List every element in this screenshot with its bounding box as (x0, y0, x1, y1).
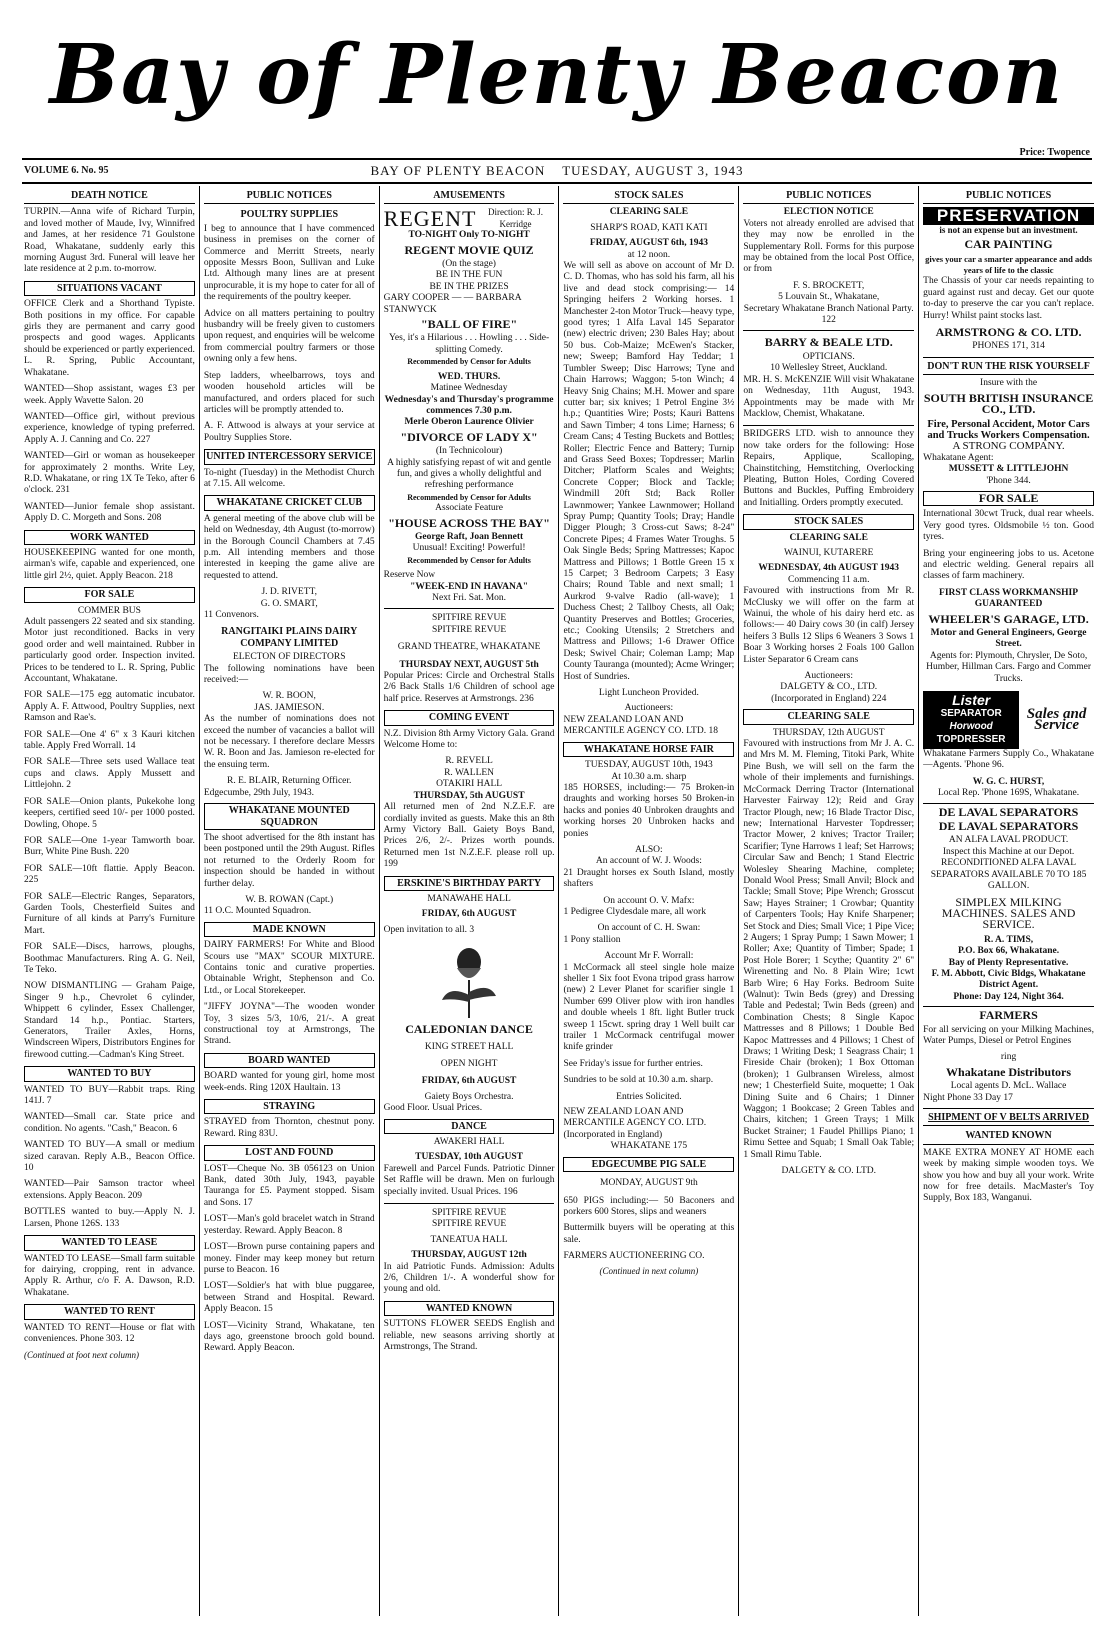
made-known-ad: DAIRY FARMERS! For White and Blood Scours use "MAX" SCOUR MIXTURE. Contains tonic and curative properties. Obtainable Wright, Stephenson and Co. Ltd., or Local Storekeeper. (203, 940, 375, 996)
distributors: Whakatane Distributors (946, 1064, 1072, 1079)
lost-ad: LOST—Man's gold bracelet watch in Strand yesterday. Reward. Apply Beacon. 8 (203, 1214, 375, 1236)
honoree: R. WALLEN (444, 767, 495, 778)
for-sale-ad: FOR SALE—Three sets used Wallace teat cups and claws. Apply Mussett and Littlejohn. 2 (24, 757, 195, 791)
open-night: OPEN NIGHT (440, 1058, 498, 1069)
film-title: "BALL OF FIRE" (420, 317, 518, 332)
sale-text: 1 McCormack all steel single hole maize sheller 1 Six foot Evona tripod grass harrow (new) 2 Lever Planet for scarifier single 1 Number 699 Oliver plow with iron handles and double wheels 1 8ft. light Butler truck sweep 1 15cwt. spring dray 1 Well built car trailer 1 McCormack centrifugal mower knife grinder (563, 962, 735, 1053)
agent-phone: 'Phone 344. (986, 475, 1031, 486)
lister-ad (923, 691, 1094, 749)
lost-ad: LOST—Brown purse containing papers and money. Finder may keep money but return purse to Beacon. 16 (203, 1242, 375, 1275)
wanted-ad: WANTED TO BUY—Rabbit traps. Ring 141J. 7 (24, 1084, 195, 1107)
intercessory-heading: UNITED INTERCESSORY SERVICE (204, 449, 375, 464)
sale-text: 185 HORSES, including:— 75 Broken-in draughts and working horses 50 Broken-in hacks and ponies 40 Unbroken draughts and working horses 20 Unbroken hacks and ponies (563, 782, 735, 839)
de-laval: DE LAVAL SEPARATORS (923, 803, 1094, 818)
rent-ad: WANTED TO RENT—House or flat with conveniences. Phone 303. 12 (24, 1322, 195, 1344)
sale-date: MONDAY, AUGUST 9th (600, 1178, 698, 1189)
signature: F. S. BROCKETT, (793, 280, 865, 291)
work-wanted-heading: WORK WANTED (24, 530, 195, 545)
sale-text: 1 Pedigree Clydesdale mare, all work (563, 906, 706, 917)
lost-ad: LOST—Cheque No. 3B 056123 on Union Bank, dated 30th July, 1943, payable Tauranga for £5. Payment stopped. Sisam and Sons. 17 (203, 1163, 375, 1208)
poultry-text: A. F. Attwood is always at your service at Poultry Supplies Store. (203, 421, 375, 443)
wanted-ad: WANTED TO BUY—A small or medium sized caravan. Reply A.B., Beacon Office. 10 (24, 1140, 195, 1174)
abbott-phone: Phone: Day 124, Night 364. (953, 991, 1064, 1002)
horwood-topdresser: TOPDRESSER (936, 734, 1006, 746)
signature: R. E. BLAIR, Returning Officer. (227, 776, 352, 787)
cast: GARY COOPER — — BARBARA STANWYCK (383, 293, 522, 315)
lost-ad: LOST—Soldier's hat with blue puggaree, between Strand and Hospital. Reward. Apply Beacon. 15 (203, 1281, 375, 1315)
tims-box: P.O. Box 66, Whakatane. (958, 946, 1060, 957)
insurer: SOUTH BRITISH INSURANCE CO., LTD. (923, 390, 1094, 417)
insurance-lines: Fire, Personal Accident, Motor Cars and Trucks Workers Compensation. (927, 418, 1090, 441)
insurance-heading: DON'T RUN THE RISK YOURSELF (923, 357, 1094, 375)
dairy-text: As the number of nominations does not exceed the number of vacancies a ballot will not be necessary. I therefore declare Messrs W. R. Boon and Jas. Jamieson re-elected for the ensuing term. (203, 714, 375, 770)
sale-date: FRIDAY, AUGUST 6th, 1943 (589, 238, 708, 249)
strong-company: A STRONG COMPANY. (952, 440, 1065, 453)
alfa-laval: AN ALFA LAVAL PRODUCT. (948, 835, 1069, 846)
reconditioned: RECONDITIONED ALFA LAVAL SEPARATORS AVAILABLE 70 TO 185 GALLON. (930, 858, 1087, 892)
sale-text: Buttermilk buyers will be operating at this sale. (563, 1223, 735, 1245)
lister-text: Whakatane Farmers Supply Co., Whakatane—Agents. 'Phone 96. (923, 749, 1094, 771)
hall: OTAKIRI HALL (436, 779, 503, 790)
for-sale-ad: FOR SALE—175 egg automatic incubator. Apply A. F. Attwood, Poultry Supplies, next Ramson and Rae's. (24, 690, 195, 724)
auctioneer: DALGETY & CO., LTD. (780, 682, 878, 693)
signature: G. O. SMART, (260, 598, 318, 609)
sale-text: 650 PIGS including:— 50 Baconers and porkers 600 Stores, slips and weaners (563, 1195, 735, 1217)
event-text: N.Z. Division 8th Army Victory Gala. Grand Welcome Home to: (383, 728, 555, 751)
horse-fair-heading: WHAKATANE HORSE FAIR (563, 742, 734, 757)
dance-text: Farewell and Parcel Funds. Patriotic Dinner Set Raffle will be drawn. Men on furlough specially invited. Usual Prices. 196 (383, 1163, 555, 1197)
phones: Night Phone 33 Day 17 (923, 1092, 1013, 1103)
masthead (0, 0, 1114, 155)
spitfire-heading: SPITFIRE REVUE (431, 613, 507, 624)
film-desc: Yes, it's a Hilarious . . . Howling . . . Side-splitting Comedy. (389, 333, 550, 355)
for-sale-ad: FOR SALE—One 4' 6" x 3 Kauri kitchen table. Apply Fred Worrall. 14 (24, 729, 195, 752)
sale-place: WAINUI, KUTARERE (783, 547, 874, 558)
lost-found-heading: LOST AND FOUND (204, 1145, 375, 1160)
column-2 (200, 186, 380, 1616)
dairy-date: Edgecumbe, 29th July, 1943. (203, 787, 315, 798)
caledonian-heading: CALEDONIAN DANCE (405, 1022, 533, 1037)
volume-number: VOLUME 6. No. 95 (24, 165, 109, 176)
election-heading: ELECTION NOTICE (783, 207, 874, 218)
intercessory-text: To-night (Tuesday) in the Methodist Church at 7.15. All welcome. (203, 467, 375, 489)
work-wanted-ad: HOUSEKEEPING wanted for one month, airman's wife, capable and experienced, one little girl 2½, quiet. Apply Beacon. 218 (24, 547, 195, 581)
sale-text: See Friday's issue for further entries. (563, 1058, 703, 1069)
entries: Entries Solicited. (616, 1091, 682, 1102)
dateline (22, 147, 1092, 184)
agent-name: MUSSETT & LITTLEJOHN (948, 464, 1069, 475)
wanted-known-ad: SUTTONS FLOWER SEEDS English and reliable, new seasons arriving shortly at Armstrongs, The Strand. (383, 1319, 555, 1353)
made-known-heading: MADE KNOWN (204, 922, 375, 937)
band: Gaiety Boys Orchestra. (424, 1091, 514, 1102)
event-date: TUESDAY, 10th AUGUST (415, 1152, 523, 1163)
pig-sale-heading: EDGECUMBE PIG SALE (563, 1157, 734, 1172)
grand-theatre: GRAND THEATRE, WHAKATANE (397, 642, 541, 653)
spitfire-heading: SPITFIRE REVUE (431, 1208, 507, 1219)
columns (20, 186, 1098, 1616)
for-sale-ad: FOR SALE—Electric Ranges, Separators, Garden Tools, Chesterfield Suites and Furniture of all kinds at Parry's Furniture Mart. (24, 891, 195, 936)
sales-service: Sales and Service (1026, 705, 1087, 734)
film-days: Next Fri. Sat. Mon. (432, 593, 507, 603)
on-stage: (On the stage) (442, 259, 496, 270)
public-notices-heading: PUBLIC NOTICES (204, 190, 375, 204)
tims-rep: Bay of Plenty Representative. (948, 957, 1069, 968)
made-known-ad: "JIFFY JOYNA"—The wooden wonder Toy, 3 sizes 5/3, 10/6, 21/-. A great constructional toy at Armstrongs, The Strand. (203, 1002, 375, 1047)
event-date: FRIDAY, 6th AUGUST (421, 1076, 517, 1087)
poultry-heading: POULTRY SUPPLIES (240, 209, 339, 221)
lister-logo (923, 691, 1019, 749)
wanted-ad: BOTTLES wanted to buy.—Apply N. J. Larsen, Phone 126S. 133 (24, 1207, 195, 1229)
signature: Secretary Whakatane Branch National Party. 122 (743, 303, 914, 326)
also: ALSO: (635, 844, 663, 855)
nominee: JAS. JAMIESON. (254, 702, 325, 713)
film-desc: A highly satisfying repast of wit and gentle fun, and gives a wholly delightful and refreshing performance (387, 457, 551, 491)
situation-ad: OFFICE Clerk and a Shorthand Typiste. Both positions in my office. For capable girls they are permanent and carry good prospects and good wages. Applicants should be experienced or partly experienced. L. R. Spring, Public Accountant, Whakatane. (24, 299, 195, 378)
film-title: "DIVORCE OF LADY X" (400, 429, 538, 444)
erskine-heading: ERSKINE'S BIRTHDAY PARTY (384, 876, 555, 891)
film-title: "HOUSE ACROSS THE BAY" (388, 515, 550, 530)
regent-direction: Direction: R. J. Kerridge (487, 207, 543, 229)
reserve: Reserve Now (383, 570, 436, 581)
auctioneers-label: Auctioneers: (804, 671, 853, 682)
signature: 5 Louvain St., Whakatane, (778, 292, 880, 303)
cricket-text: A general meeting of the above club will be held on Wednesday, 4th August (to-morrow) in the Borough Council Chambers at 7.45 p.m. All intending members and those interested in keeping the game alive are requested to attend. (203, 513, 375, 581)
dairy-text: The following nominations have been received:— (203, 663, 375, 686)
insure-with: Insure with the (980, 378, 1038, 389)
continued-note: (Continued in next column) (599, 1265, 699, 1276)
sale-text: Favoured with instructions from Mr R. McClusky we will offer on the farm at Wainui, the whole of his dairy herd etc. as follows:— 40 Dairy cows 30 (in calf) Jersey heifers 3 Bulls 12 Slips 6 Weaners 3 Sows 1 Boar 3 Working horses 2 Foals 100 Gallon Lister Separator 6 Cream cans (743, 586, 915, 665)
lister-name: Lister (952, 692, 991, 709)
auctioneer: FARMERS AUCTIONEERING CO. (563, 1251, 705, 1262)
nominee: W. R. BOON, (262, 691, 316, 702)
public-notices-heading: PUBLIC NOTICES (743, 190, 914, 204)
local-agents: Local agents D. McL. Wallace (950, 1081, 1067, 1092)
clearing-sale-heading: CLEARING SALE (609, 207, 689, 218)
simplex: SIMPLEX MILKING MACHINES. SALES AND SERVICE. (941, 894, 1076, 932)
sale-text: Favoured with instructions from Mr J. A. C. and Mrs M. M. Fleming, Titoki Park, White Pine Bush, we will sell on the farm the whole of their implements and furnishings. McCormack Derring Tractor (International Harvester Fairway 12); Reid and Gray Tractor Plough, new; 16 Blade Tractor Disc, new; International Harvester Topdresser; Tractor Mower, 2 knives; Tractor Trailer; Scarifier; Tyne Harrows 1 leaf; Set Harrows; Circular Saw and Bench; 1 Stand Electric Wolesley Shearing Machine, complete; Donald Wool Press; Small Anvil; Block and Tackle; Small Stove; Pipe Wrench; Grosscut Saw; Hayes Strainer; 1 Crowbar; Quantity of Carpenters Tools; Hay Knife Sharpener; Set Stock and Dies; Small Vice; 1 Pipe Vice; 2 Augers; 1 Spray Pump; 1 Sawn Mower; 1 Roller; Axe; Quantity of Timber; Spade; 1 Post Hole Borer; 1 Scythe; Quantity 2" 6" Wirenetting and No. 8 Plain Wire; 1cwt Barb Wire; 6 Hay Forks. Bedroom Suite (Walnut): Twin Beds (grey) and Dressing Table and Pedestal; Twin Beds (green) and Combination Chests; 8 Single Kapoc Mattresses and 8 Pillows; 1 Double Bed Kapoc Mattresses and 4 Pillows; 1 Chest of Draws; 1 Writing Desk; 1 Seagrass Chair; 1 Fireside Chair (broken); 1 Box Ottoman (broken); 1 Gulbransen Wireless, almost new; 1 Chesterfield Suite, moquette; 1 Oak Dining Suite and 6 Chairs; 1 Dinner Waggon; 1 Bookcase; 2 Green Tables and Chairs, kitchen; 1 Green Trays; 1 Milk Bucket Strainer; 1 Faudel Phillips Piano; 1 Rimu Settee and Squab; 1 Small Oak Table; 1 Small Rimu Table. (743, 739, 915, 1160)
wanted-to-buy-heading: WANTED TO BUY (24, 1066, 195, 1081)
film-desc: Unusual! Exciting! Powerful! (412, 543, 526, 554)
squadron-text: The shoot advertised for the 8th instant has been postponed until the 29th August. Rifles not returned to the Orderly Room for inspection should be handed in without further delay. (203, 832, 375, 889)
for-sale-ad: FOR SALE—Onion plants, Pukekohe long keepers, certified seed 10/- per 1000 posted. Dowling, Ohope. 5 (24, 796, 195, 830)
car-text: The Chassis of your car needs repainting to guard against rust and decay. Get our quote to-day to preserve the car you can't replace. Hurry! Whilst paint stocks last. (923, 276, 1094, 321)
car-painting-sub: gives your car a smarter appearance and adds years of life to the classic (925, 253, 1093, 276)
column-4 (559, 186, 739, 1616)
death-notice-heading: DEATH NOTICE (24, 190, 195, 204)
signature: J. D. RIVETT, (261, 587, 317, 598)
signature: 11 Convenors. (203, 610, 259, 620)
dairy-sub: ELECTON OF DIRECTORS (232, 652, 346, 663)
wanted-ad: WANTED—Small car. State price and condition. No agents. "Cash," Beacon. 6 (24, 1112, 195, 1134)
film-sub: (In Technicolour) (435, 446, 503, 457)
bridgers-ad (743, 425, 914, 509)
continued-note: (Continued at foot next column) (24, 1350, 139, 1361)
board-ad: BOARD wanted for young girl, home most week-ends. Ring 120X Haultain. 13 (203, 1071, 375, 1093)
event-text: In aid Patriotic Funds. Admission: Adults 2/6, Children 1/-. A wonderful show for young and old. (383, 1261, 555, 1295)
death-notice: TURPIN.—Anna wife of Richard Turpin, and loved mother of Maude, Ivy, Winnifred and James, at her residence 71 Goulstone Road, Whakatane, suddenly early this morning August 3rd. Funeral will leave her late residence at 2 p.m. to-morrow. (24, 207, 195, 275)
tonight: TO-NIGHT Only TO-NIGHT (408, 230, 530, 241)
wheelers-agents: Agents for: Plymouth, Chrysler, De Soto, Humber, Hillman Cars. Fargo and Commer Trucks. (926, 650, 1091, 684)
amusements-heading: AMUSEMENTS (384, 190, 555, 204)
wanted-to-lease-heading: WANTED TO LEASE (24, 1235, 195, 1250)
dateline-center (22, 163, 1092, 179)
column-6 (919, 186, 1098, 1616)
optician-ad (743, 330, 914, 420)
issue-date: TUESDAY, AUGUST 3, 1943 (562, 163, 744, 178)
clearing-sale-heading: CLEARING SALE (743, 709, 914, 724)
sale-text: 21 Draught horses ex South Island, mostly shafters (563, 867, 735, 890)
preservation-banner: PRESERVATION (923, 207, 1094, 224)
account: An account of W. J. Woods: (595, 856, 702, 867)
for-sale-heading: FOR SALE (24, 587, 195, 602)
lost-ad: LOST—Vicinity Strand, Whakatane, ten days ago, greenstone brooch gold bound. Reward. Apply Beacon. (203, 1320, 375, 1354)
hurst: W. G. C. HURST, (972, 776, 1045, 787)
associate: Associate Feature (435, 503, 503, 514)
for-sale-ad: FOR SALE—10ft flattie. Apply Beacon. 225 (24, 863, 195, 886)
sale-text: Sundries to be sold at 10.30 a.m. sharp. (563, 1075, 714, 1086)
regent-ad (384, 207, 555, 230)
car-painting: CAR PAINTING (964, 237, 1053, 252)
sale-time: at 12 noon. (627, 249, 671, 260)
event-date: FRIDAY, 6th AUGUST (421, 909, 517, 920)
hall: KING STREET HALL (424, 1041, 514, 1052)
wed-thurs: WED. THURS. (437, 371, 501, 382)
account: On account of C. H. Swan: (597, 923, 701, 934)
de-laval: DE LAVAL SEPARATORS (938, 819, 1079, 834)
optician-name: BARRY & BEALE LTD. (764, 335, 893, 350)
for-sale-ad: FOR SALE—Discs, harrows, ploughs, Boothmac Manufacturers. Ring A. G. Neil, Te Teko. (24, 942, 195, 975)
wheelers-sub: Motor and General Engineers, George Street. (930, 628, 1087, 650)
event-date: THURSDAY, AUGUST 12th (411, 1250, 527, 1261)
sale-date: WEDNESDAY, 4th AUGUST 1943 (758, 563, 900, 574)
sale-time: At 10.30 a.m. sharp (611, 771, 687, 782)
thistle-icon (434, 940, 504, 1020)
poultry-text: Step ladders, wheelbarrows, toys and wooden household articles will be manufactured, and orders placed for such articles will be promptly attended to. (203, 370, 375, 415)
auctioneer: DALGETY & CO. LTD. (781, 1166, 876, 1177)
honoree: R. REVELL (445, 756, 493, 767)
straying-ad: STRAYED from Thornton, chestnut pony. Reward. Ring 83U. (203, 1117, 375, 1139)
board-wanted-heading: BOARD WANTED (204, 1053, 375, 1068)
shipment: SHIPMENT OF V BELTS ARRIVED (923, 1108, 1094, 1126)
cricket-heading: WHAKATANE CRICKET CLUB (204, 495, 375, 510)
cast: George Raft, Joan Bennett (414, 531, 524, 542)
prices: Popular Prices: Circle and Orchestral Stalls 2/6 Back Stalls 1/6 Children of school age half price. Reserves at Armstrongs. 236 (383, 671, 555, 704)
wheelers-garage: WHEELER'S GARAGE, LTD. (928, 611, 1089, 626)
wanted-known-ad: MAKE EXTRA MONEY AT HOME each week by making simple wooden toys. We show you how and buy all your work. Write now for free details. MacMaster's Toy Supply, Box 183, Wanganui. (923, 1147, 1094, 1204)
for-sale-ad: Adult passengers 22 seated and six standing. Motor just reconditioned. Backs in very good order and well maintained. Rubber in particularly good order. Inspection invited. Prices to be tendered to L. R. Spring, Public Accountant, Whakatane. (24, 617, 195, 685)
wanted-known-heading: WANTED KNOWN (384, 1301, 555, 1316)
poultry-text: Advice on all matters pertaining to poultry husbandry will be freely given to customers upon request, and enquiries will be welcome from commercial poultry farmers or those owning only a few hens. (203, 308, 375, 365)
matinee: Matinee Wednesday (430, 383, 508, 394)
event-date: THURSDAY, 5th AUGUST (413, 790, 525, 801)
paper-name: BAY OF PLENTY BEACON (370, 163, 546, 178)
public-notices-heading: PUBLIC NOTICES (923, 190, 1094, 204)
invite: Open invitation to all. 3 (383, 924, 475, 935)
coming-event-heading: COMING EVENT (384, 710, 555, 725)
lunch: Light Luncheon Provided. (598, 688, 699, 699)
optician-text: MR. H. S. McKENZIE Will visit Whakatane on Wednesday, 11th August, 1943. Appointments may be made with Mr Macklow, Chemist, Whakatane. (743, 374, 915, 419)
for-sale-heading: FOR SALE (923, 491, 1094, 506)
farmers-heading: FARMERS (923, 1006, 1094, 1021)
price: Price: Twopence (1019, 147, 1090, 158)
preservation-sub: is not an expense but an investment. (939, 224, 1078, 235)
optician-addr: 10 Wellesley Street, Auckland. (770, 363, 888, 374)
masthead-title: Bay of Plenty Beacon (49, 27, 1065, 123)
tims: R. A. TIMS, (983, 934, 1034, 945)
engineering-text: Bring your engineering jobs to us. Acetone and electric welding. General repairs all classes of farm machinery. (923, 548, 1094, 582)
for-sale-ad: FOR SALE—One 1-year Tamworth boar. Burr, White Pine Bush. 220 (24, 835, 195, 858)
clearing-sale-heading: CLEARING SALE (789, 532, 868, 543)
situation-ad: WANTED—Shop assistant, wages £3 per week. Apply Wavette Salon. 20 (24, 384, 195, 406)
hurst-phone: Local Rep. 'Phone 169S, Whakatane. (938, 788, 1080, 799)
sale-text: 1 Pony stallion (563, 934, 621, 945)
sale-place: SHARP'S ROAD, KATI KATI (590, 222, 708, 233)
censor-note: Recommended by Censor for Adults (407, 555, 531, 565)
bus-heading: COMMER BUS (77, 605, 141, 616)
situation-ad: WANTED—Girl or woman as housekeeper for approximately 2 months. Write Ley, R.D. Whakatane, or ring 1X Te Teko, after 6 o'clock. 231 (24, 451, 195, 496)
prog-times: Wednesday's and Thursday's programme commences 7.30 p.m. (384, 394, 554, 416)
optician-sub: OPTICIANS. (802, 351, 855, 362)
column-3 (380, 186, 560, 1616)
abbott: F. M. Abbott, Civic Bldgs, Whakatane District Agent. (931, 968, 1086, 991)
film-title: "WEEK-END IN HAVANA" (410, 581, 529, 592)
account: On account O. V. Mafx: (603, 895, 695, 906)
spitfire-heading: SPITFIRE REVUE (431, 1219, 507, 1230)
spitfire-heading: SPITFIRE REVUE (431, 624, 507, 635)
armstrong-phone: PHONES 171, 314 (972, 341, 1045, 352)
for-sale-ad: International 30cwt Truck, dual rear wheels. Very good tyres. Oldsmobile ½ ton. Good tyres. (923, 509, 1094, 543)
auctioneer: NEW ZEALAND LOAN AND MERCANTILE AGENCY CO. LTD. (Incorporated in England) (563, 1107, 707, 1140)
sale-time: Commencing 11 a.m. (788, 574, 870, 585)
situations-vacant-heading: SITUATIONS VACANT (24, 281, 195, 296)
fun-line: BE IN THE FUN (435, 270, 503, 281)
stock-sales-heading: STOCK SALES (743, 514, 914, 529)
grand-date: THURSDAY NEXT, AUGUST 5th (399, 659, 539, 670)
auctioneer-place: WHAKATANE 175 (610, 1141, 688, 1152)
bridgers-text: BRIDGERS LTD. wish to announce they now take orders for the following: Hose Repairs, Applique, Scalloping, Chainstitching, Hemstitching, Overlocking Pleating, Button Holes, Cording Covered Buttons and Buckles, Puffing Embroidery and Initialling. Orders promptly executed. (743, 429, 915, 508)
fun-line: BE IN THE PRIZES (429, 281, 509, 292)
sale-date: THURSDAY, 12th AUGUST (772, 727, 885, 738)
situation-ad: WANTED—Office girl, without previous experience, knowledge of typing preferred. Apply A. J. Canning and Co. 227 (24, 411, 195, 445)
column-5 (739, 186, 919, 1616)
movie-quiz: REGENT MOVIE QUIZ (404, 242, 534, 257)
horwood-name: Horwood (949, 721, 993, 733)
wanted-known-heading: WANTED KNOWN (923, 1130, 1094, 1144)
signature: 11 O.C. Mounted Squadron. (203, 906, 312, 917)
signature: W. B. ROWAN (Capt.) (245, 894, 334, 905)
agent-label: Whakatane Agent: (923, 452, 994, 463)
hall: AWAKERI HALL (433, 1137, 505, 1147)
cast: Merle Oberon Laurence Olivier (404, 417, 534, 428)
squadron-heading: WHAKATANE MOUNTED SQUADRON (204, 803, 375, 830)
hall: TANEATUA HALL (430, 1234, 508, 1245)
straying-heading: STRAYING (204, 1099, 375, 1114)
auctioneer: NEW ZEALAND LOAN AND MERCANTILE AGENCY CO. LTD. 18 (563, 714, 718, 737)
account: Account Mr F. Worrall: (604, 951, 694, 962)
regent-title: REGENT (383, 206, 477, 232)
censor-note: Recommended by Censor for Adults (407, 357, 531, 367)
lease-ad: WANTED TO LEASE—Small farm suitable for dairying, cropping, rent in advance. Apply R. Arthur, c/o F. A. Dawson, R.D. Whakatane. (24, 1253, 195, 1298)
inspect: Inspect this Machine at our Depot. (942, 846, 1075, 857)
column-1 (20, 186, 200, 1616)
workmanship: FIRST CLASS WORKMANSHIP GUARANTEED (939, 587, 1079, 610)
dairy-heading: RANGITAIKI PLAINS DAIRY COMPANY LIMITED (221, 626, 358, 649)
election-text: Voters not already enrolled are advised that they may now be enrolled in the Supplementary Roll. Forms for this purpose may be obtained from the local Post Office, or from (743, 218, 915, 275)
dance-heading: DANCE (384, 1119, 555, 1134)
sale-date: TUESDAY, AUGUST 10th, 1943 (584, 760, 713, 771)
event-text: All returned men of 2nd N.Z.E.F. are cordially invited as guests. Make this an 8th Army Victory Ball. Gaiety Boys Band, Prices 2/6, 2/-. Prizes worth pounds. Returned men 1st N.Z.E.F. please roll up. 199 (383, 802, 555, 870)
wanted-to-rent-heading: WANTED TO RENT (24, 1304, 195, 1319)
for-sale-ad: NOW DISMANTLING — Graham Paige, Singer 9 h.p., Chevrolet 6 cylinder, Whippett 6 cylinder, Essex Challenger, Standard 14 h.p., Pontiac. Starters, Generators, Trailer Axles, Horns, Windscreen Wipers, Distributors Engines for firewood cutting.—Cadman's King Street. (24, 981, 195, 1060)
ring: ring (1000, 1052, 1017, 1063)
farmers-text: For all servicing on your Milking Machines, Water Pumps, Diesel or Petrol Engines (923, 1024, 1094, 1046)
lister-separator: SEPARATOR (940, 708, 1002, 720)
poultry-text: I beg to announce that I have commenced business in premises on the corner of Commerce and Merritt Streets, nearly opposite Messrs Boon, Sullivan and Luke Ltd. Although many lines are at present unprocurable, it is my hope to cater for all of the requirements of the poultry keeper. (203, 223, 375, 303)
wanted-ad: WANTED—Pair Samson tractor wheel extensions. Apply Beacon. 209 (24, 1179, 195, 1201)
armstrong: ARMSTRONG & CO. LTD. (935, 325, 1082, 340)
sale-text: We will sell as above on account of Mr D. C. D. Thomas, who has sold his farm, all his live and dead stock comprising:— 14 Springing heifers 2 Working horses. 1 Manchester 2-ton Motor Truck—heavy type, good tyres; 1 Alfa Laval 145 Separator (new) electric driven; 230 Bales Hay; about 50 bus. Cob-Maize; McEwen's Stacker, new; Sweep; Bamford Hay Teddar; 1 Tumbler Sweep; Disc Harrows; Tyne and Chain Harrows; Waggon; 5-ton Winch; 4 Heavy Snig Chains; M.H. Mower and spare cutter bar; six knives; 1 Petrol Engine 3½ h.p.; Quantities Wire; Posts; Kauri Battens and Sawn Timber; 4 tons Lime; Harness; 6 Cream Cans; 4 Testing Buckets and Bottles; Roller; Electric Fence and Battery; Turnip and Grass Seed Boxes; Topdresser; Marlin Ditcher; Platform Scales and Weights; Concrete Copper; Block and Tackle; Windmill 20ft Std; Back Roller Lawnmower; Yankee Lawnmower; Holland Spray Pump; Quantity Tools; Dray; Handle Digger Plough; 3 Cross-cut Saws; 8-24" Concrete Pipes; 4 Frames Water Troughs. 5 Oak Single Beds; Spring Mattresses; Kapoc Mattress and Pillows; 1 Bottle Green 15 x 15 Carpet; 3 Bedroom Carpets; 3 Easy Chairs; Round Table and next small; 1 Aurkrod 9-valve Radio (all-wave); 1 Duchess Chest; 2 Tallboy Chests, all Oak; Quantity Preserves and Bottles; Groceries, etc.; Cooking Utensils; 2 Stretchers and Mattress and Pillows; 1-6 Drawer Office Desk; Swivel Chair; Coleman Lamp; Map County Tauranga (mounted); Acme Wringer; Host of Sundries. (563, 261, 735, 682)
auctioneer-inc: (Incorporated in England) 224 (771, 693, 887, 704)
stock-sales-heading: STOCK SALES (563, 190, 734, 204)
censor-note: Recommended by Censor for Adults (407, 492, 531, 502)
situation-ad: WANTED—Junior female shop assistant. Apply D. C. Morgeth and Sons. 208 (24, 501, 195, 524)
hall: MANAWAHE HALL (427, 893, 511, 904)
auctioneers-label: Auctioneers: (624, 703, 674, 714)
floor: Good Floor. Usual Prices. (383, 1103, 483, 1114)
